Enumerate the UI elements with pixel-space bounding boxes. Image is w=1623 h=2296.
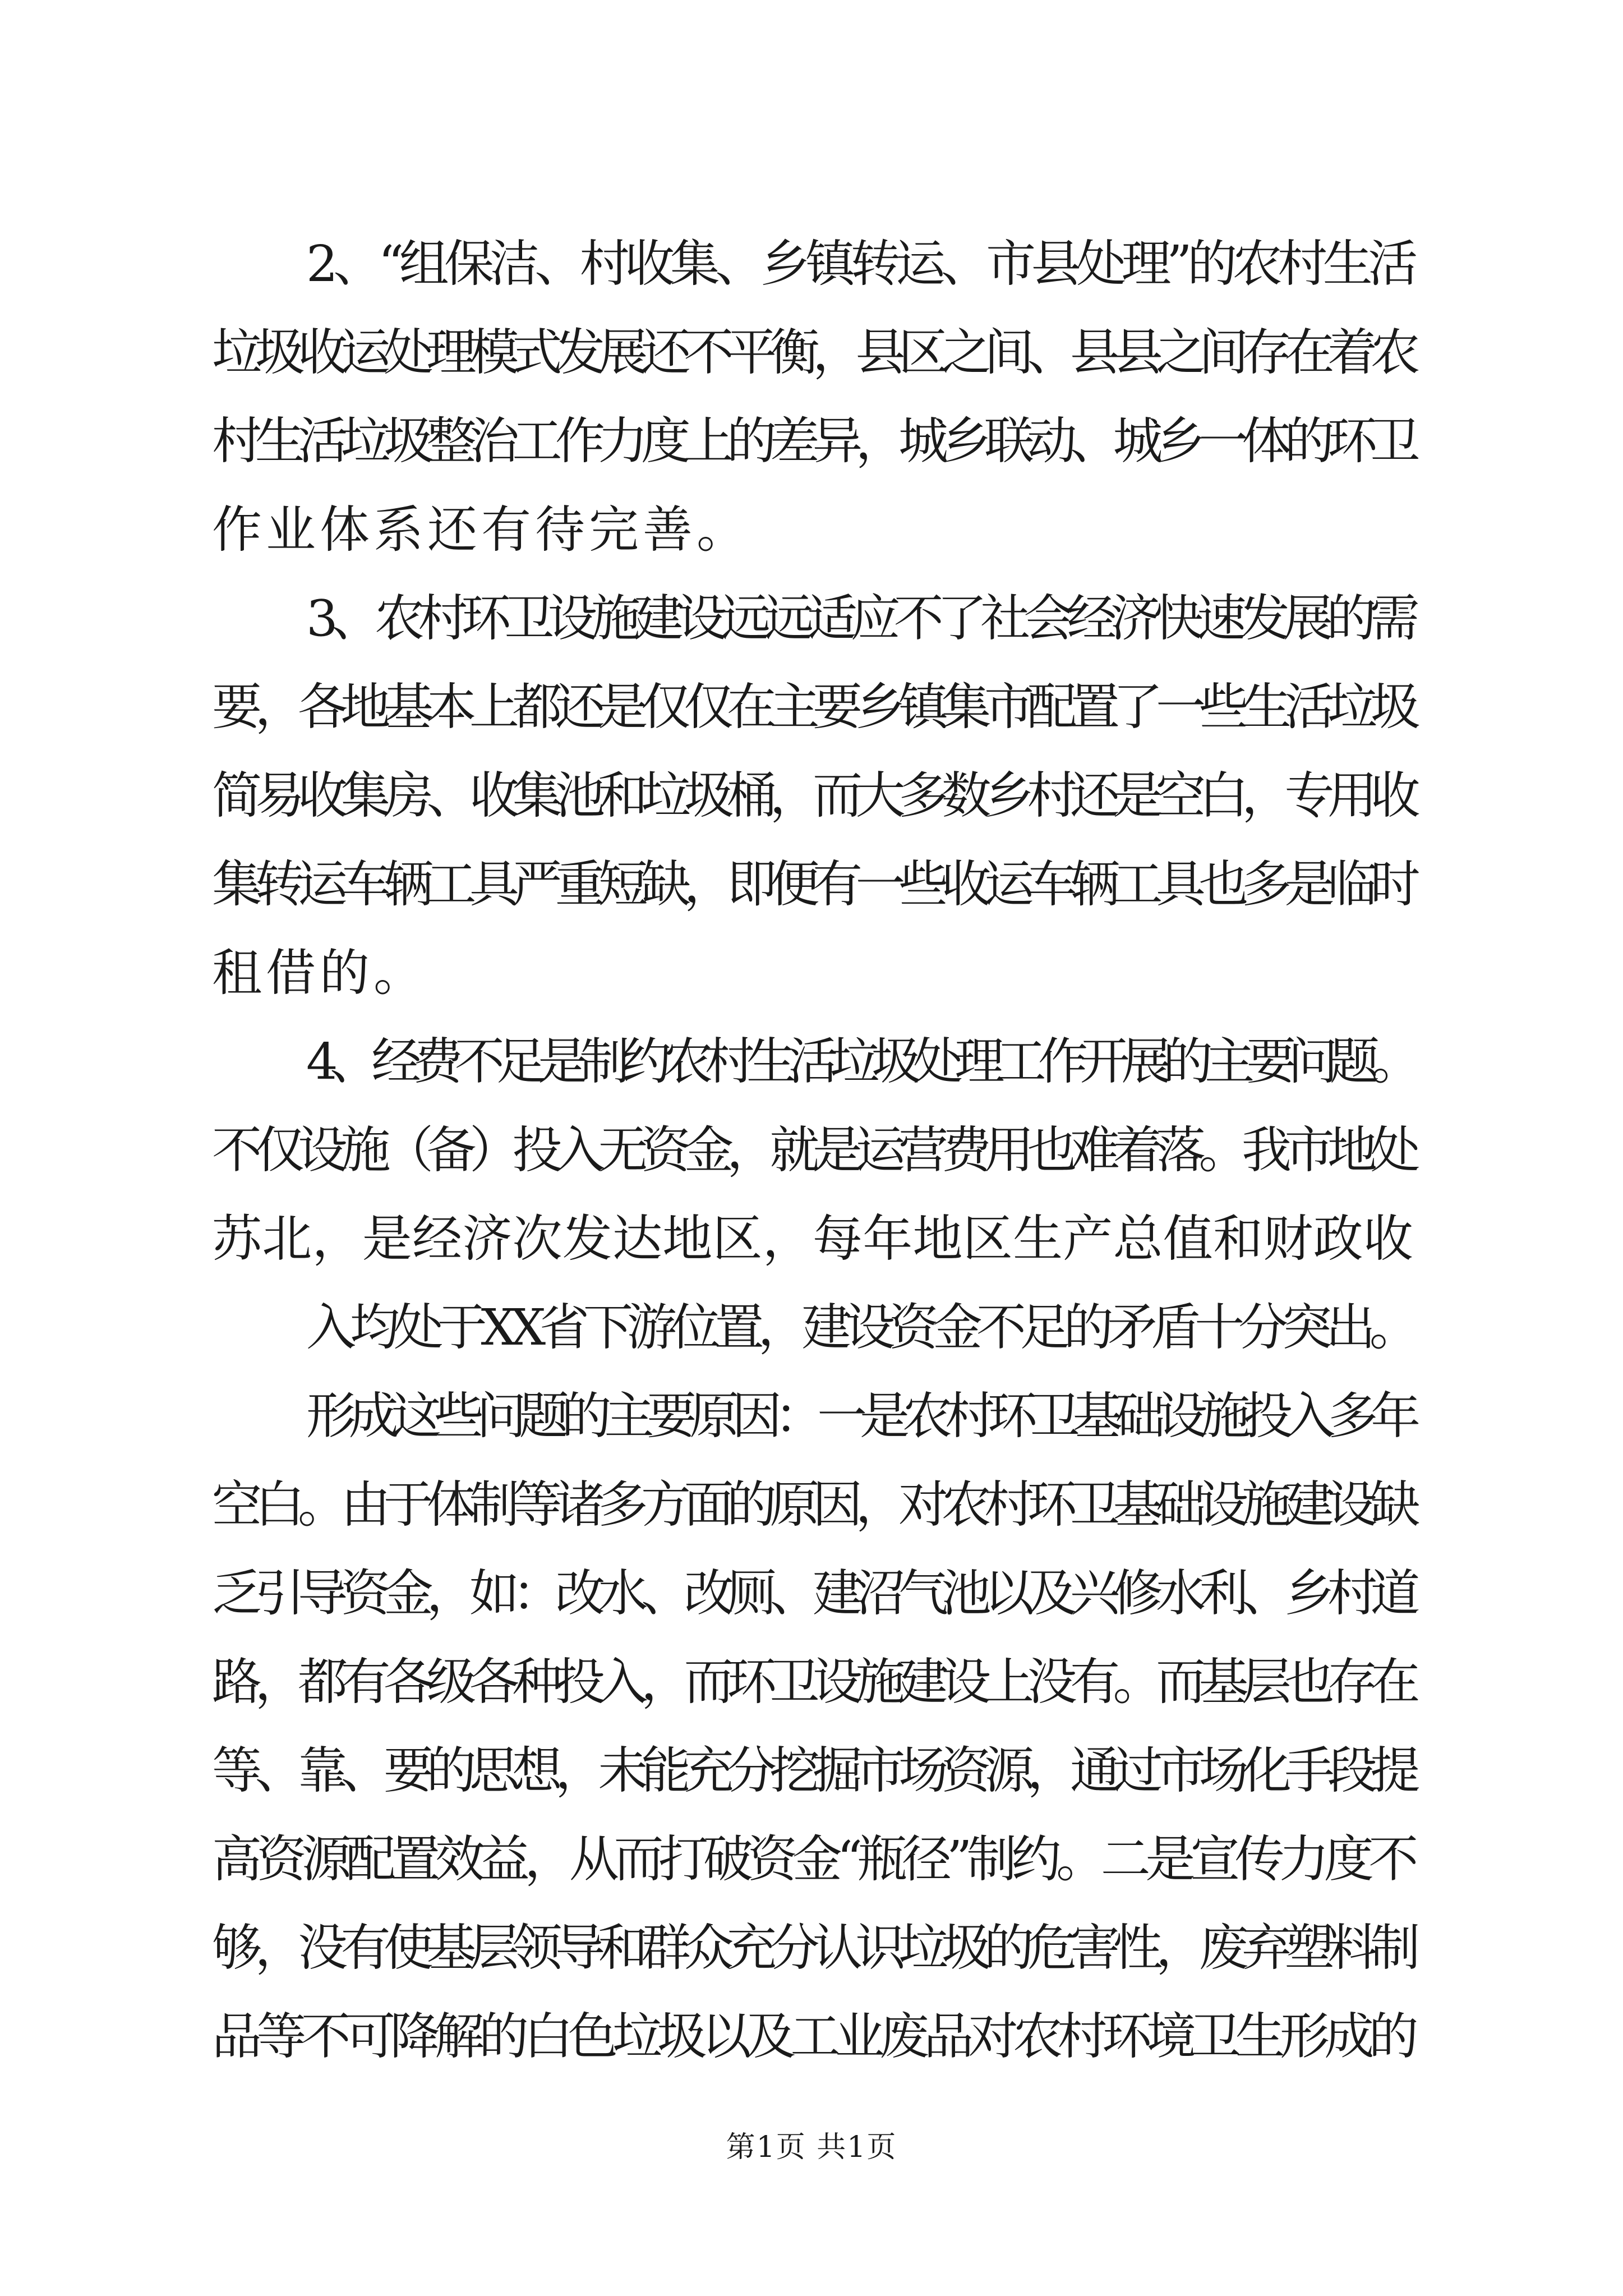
text-line: 空白。由于体制等诸多方面的原因，对农村环卫基础设施建设缺 (212, 1475, 1413, 1534)
text-line: 不仅设施（备）投入无资金，就是运营费用也难着落。我市地处 (212, 1121, 1413, 1179)
text-line: 形成这些问题的主要原因：一是农村环卫基础设施投入多年 (306, 1387, 1413, 1445)
text-line: 垃圾收运处理模式发展还不平衡，县区之间、县县之间存在着农 (212, 323, 1413, 381)
text-line: 乏引导资金，如：改水、改厕、建沼气池以及兴修水利、乡村道 (212, 1564, 1413, 1622)
text-line: 租借的。 (212, 944, 427, 1002)
text-line: 品等不可降解的白色垃圾以及工业废品对农村环境卫生形成的 (212, 2007, 1413, 2065)
text-line: 村生活垃圾整治工作力度上的差异，城乡联动、城乡一体的环卫 (212, 412, 1413, 470)
text-line: 集转运车辆工具严重短缺，即便有一些收运车辆工具也多是临时 (212, 855, 1413, 913)
text-line: 路，都有各级各种投入，而环卫设施建设上没有。而基层也存在 (212, 1653, 1413, 1711)
text-line: 2、“组保洁、村收集、乡镇转运、市县处理”的农村生活 (306, 234, 1413, 293)
page-footer: 第1页 共1页 (726, 2131, 897, 2164)
text-line: 作业体系还有待完善。 (212, 500, 750, 559)
text-line: 高资源配置效益，从而打破资金“瓶径”制约。二是宣传力度不 (212, 1830, 1413, 1888)
text-line: 够，没有使基层领导和群众充分认识垃圾的危害性，废弃塑料制 (212, 1918, 1413, 1977)
text-line: 等、靠、要的思想，未能充分挖掘市场资源，通过市场化手段提 (212, 1741, 1413, 1800)
text-line: 简易收集房、收集池和垃圾桶，而大多数乡村还是空白，专用收 (212, 766, 1413, 825)
text-line: 3、农村环卫设施建设远远适应不了社会经济快速发展的需 (306, 589, 1413, 647)
text-line: 要，各地基本上都还是仅仅在主要乡镇集市配置了一些生活垃圾 (212, 678, 1413, 736)
text-line: 4、经费不足是制约农村生活垃圾处理工作开展的主要问题。 (306, 1032, 1413, 1091)
text-line: 苏北，是经济次发达地区，每年地区生产总值和财政收 (212, 1209, 1413, 1268)
text-line: 入均处于XX省下游位置，建设资金不足的矛盾十分突出。 (306, 1298, 1413, 1356)
